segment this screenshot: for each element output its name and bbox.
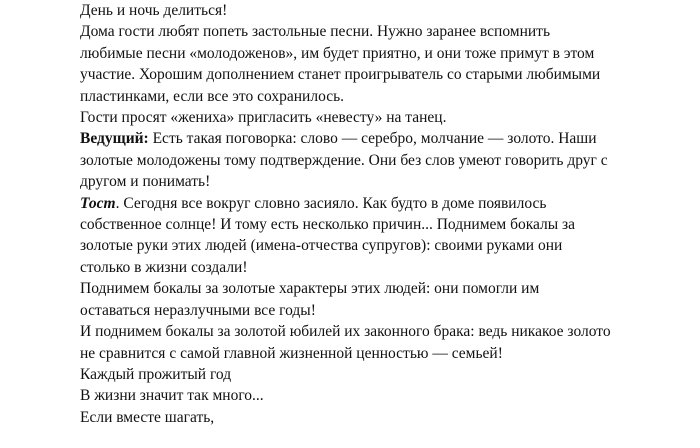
poem-line: В жизни значит так много...: [80, 387, 264, 405]
text-line: собственное солнце! И тому есть несколько причин... Поднимем бокалы за: [80, 216, 576, 234]
text-line: золотые руки этих людей (имена-отчества супругов): своими руками они: [80, 237, 563, 255]
text-line: День и ночь делиться!: [80, 2, 228, 19]
text-line: И поднимем бокалы за золотой юбилей их законного брака: ведь никакое золото: [80, 323, 611, 341]
document-body: [80, 0, 685, 428]
text-line: столько в жизни создали!: [80, 258, 248, 276]
toast-label: Тост: [80, 194, 116, 212]
text-line: Дома гости любят попеть застольные песни. Нужно заранее вспомнить: [80, 23, 551, 41]
text-line: любимые песни «молодоженов», им будет приятно, и они тоже примут в этом: [80, 44, 595, 62]
host-line: [80, 128, 685, 149]
text-line: не сравнится с самой главной жизненной ценностью — семьей!: [80, 344, 503, 362]
poem-line: Если вместе шагать,: [80, 408, 215, 426]
text-line: участие. Хорошим дополнением станет проигрыватель со старыми любимыми: [80, 66, 601, 84]
toast-line: [80, 193, 685, 214]
text-line: другом и понимать!: [80, 173, 211, 191]
poem-line: Каждый прожитый год: [80, 365, 232, 383]
text-line: Гости просят «жениха» пригласить «невесту» на танец.: [80, 109, 447, 127]
text-line: пластинками, если все это сохранилось.: [80, 87, 345, 105]
text-line: оставаться неразлучными все годы!: [80, 301, 316, 319]
text-line: золотые молодожены тому подтверждение. Они без слов умеют говорить друг с: [80, 151, 608, 169]
text-line: Поднимем бокалы за золотые характеры этих людей: они помогли им: [80, 280, 540, 298]
toast-text: . Сегодня все вокруг словно засияло. Как будто в доме появилось: [115, 194, 547, 212]
host-text: Есть такая поговорка: слово — серебро, молчание — золото. Наши: [148, 130, 597, 148]
host-label: Ведущий:: [80, 130, 149, 148]
